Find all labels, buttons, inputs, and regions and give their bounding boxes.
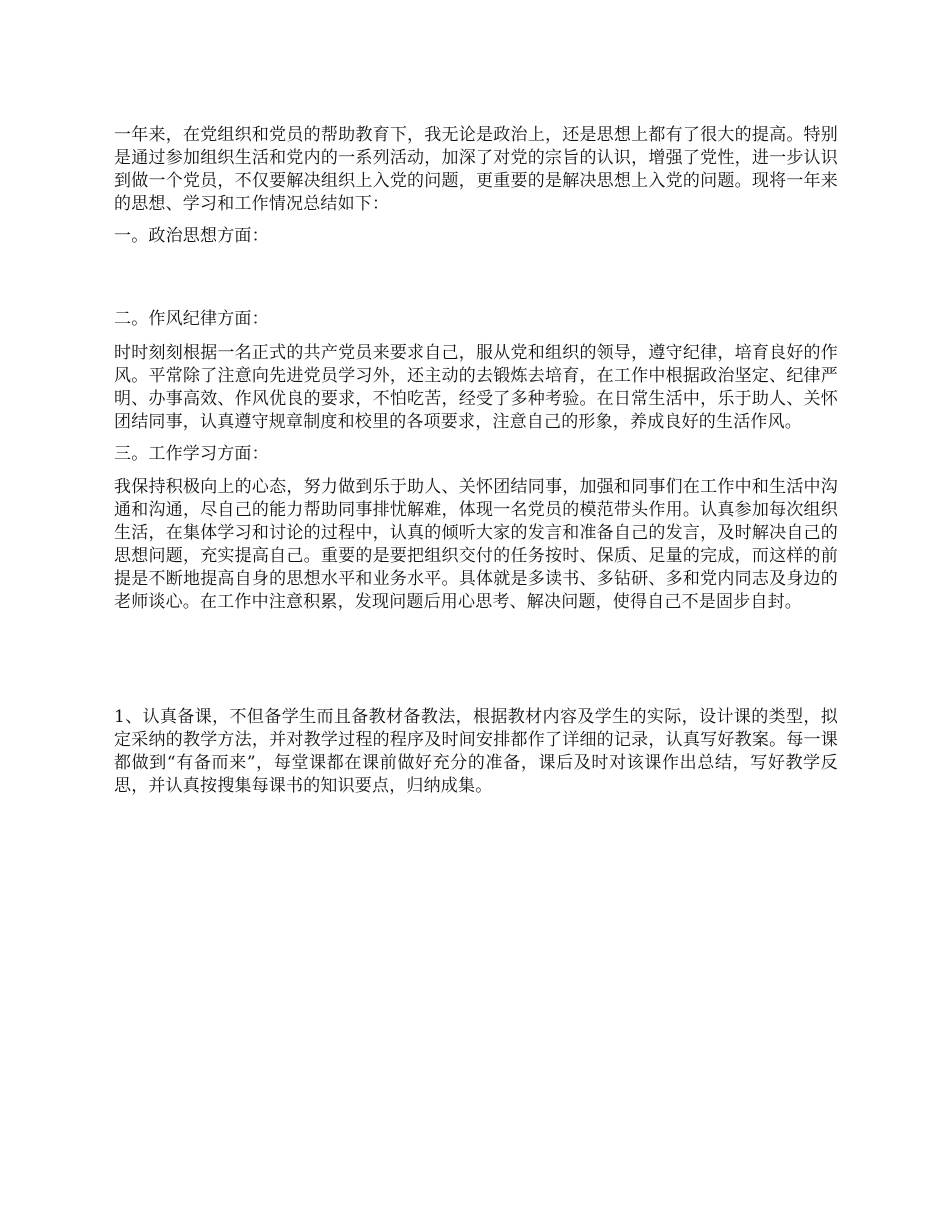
section-heading-political: 一。政治思想方面： [114,226,269,246]
section-heading-discipline: 二。作风纪律方面： [114,309,269,329]
intro-paragraph: 一年来，在党组织和党员的帮助教育下，我无论是政治上，还是思想上都有了很大的提高。特别是通过参加组织生活和党内的一系列活动，加深了对党的宗旨的认识，增强了党性，进一步认识到做一个党员，不仅要解决组织上入党的问题，更重要的是解决思想上入党的问题。现将一年来的思想、学习和工作情况总结如下： [114,125,838,214]
section-heading-work-study: 三。工作学习方面： [114,444,269,464]
lesson-preparation-paragraph: 1、认真备课，不但备学生而且备教材备教法，根据教材内容及学生的实际，设计课的类型，拟定采纳的教学方法，并对教学过程的程序及时间安排都作了详细的记录，认真写好教案。每一课都做到“有备而来”，每堂课都在课前做好充分的准备，课后及时对该课作出总结，写好教学反思，并认真按搜集每课书的知识要点，归纳成集。 [114,707,838,796]
discipline-paragraph: 时时刻刻根据一名正式的共产党员来要求自己，服从党和组织的领导，遵守纪律，培育良好的作风。平常除了注意向先进党员学习外，还主动的去锻炼去培育，在工作中根据政治坚定、纪律严明、办事高效、作风优良的要求，不怕吃苦，经受了多种考验。在日常生活中，乐于助人、关怀团结同事，认真遵守规章制度和校里的各项要求，注意自己的形象，养成良好的生活作风。 [114,343,838,432]
work-study-paragraph: 我保持积极向上的心态，努力做到乐于助人、关怀团结同事，加强和同事们在工作中和生活中沟通和沟通，尽自己的能力帮助同事排忧解难，体现一名党员的模范带头作用。认真参加每次组织生活，在集体学习和讨论的过程中，认真的倾听大家的发言和准备自己的发言，及时解决自己的思想问题，充实提高自己。重要的是要把组织交付的任务按时、保质、足量的完成，而这样的前提是不断地提高自身的思想水平和业务水平。具体就是多读书、多钻研、多和党内同志及身边的老师谈心。在工作中注意积累，发现问题后用心思考、解决问题，使得自己不是固步自封。 [114,477,838,612]
blank-space [114,614,838,706]
document-page [114,124,838,798]
blank-space [114,248,838,299]
